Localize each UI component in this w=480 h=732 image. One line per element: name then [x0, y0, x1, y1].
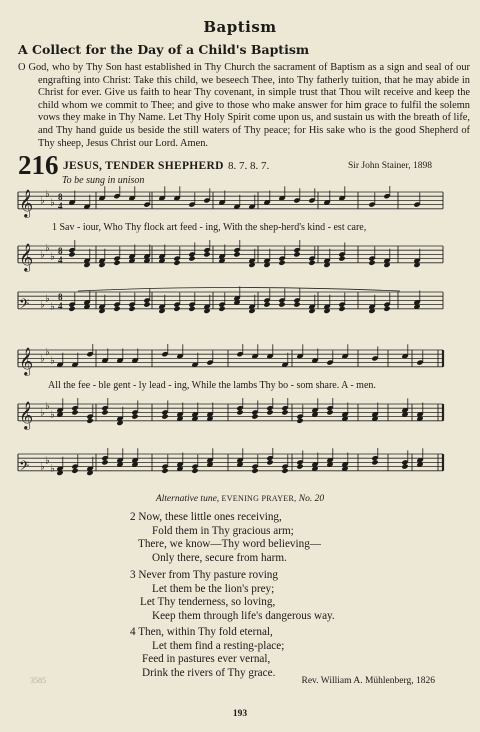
- time-signature-bottom: 4: [58, 254, 63, 265]
- note-head: [113, 306, 120, 312]
- performance-instruction: To be sung in unison: [62, 175, 145, 186]
- stanza-line: Let them find a resting-place;: [152, 639, 285, 652]
- bass-clef-icon: 𝄢: [19, 457, 30, 477]
- alternative-tune-note: [0, 494, 480, 504]
- alt-tune-name: EVENING PRAYER,: [221, 494, 297, 503]
- note-head: [131, 413, 138, 419]
- time-signature-bottom: 4: [58, 200, 63, 211]
- note-head: [263, 301, 270, 307]
- time-signature-top: 8: [58, 245, 63, 256]
- note-head: [161, 468, 168, 474]
- treble-clef-icon: 𝄞: [19, 188, 34, 217]
- note-head: [203, 251, 210, 257]
- flat-icon: ♭: [45, 347, 50, 359]
- treble-clef-icon: 𝄞: [19, 242, 34, 271]
- note-head: [173, 260, 180, 266]
- note-head: [188, 255, 195, 261]
- stanza-line: Drink the rivers of Thy grace.: [142, 666, 276, 679]
- note-head: [71, 468, 78, 474]
- note-head: [278, 301, 285, 307]
- hymn-number: 216: [18, 150, 59, 180]
- flat-icon: ♭: [50, 197, 55, 209]
- music-staff-treble-1: [0, 240, 480, 280]
- note-head: [101, 409, 108, 415]
- note-head: [251, 468, 258, 474]
- note-head: [218, 306, 225, 312]
- treble-clef-icon: 𝄞: [19, 400, 34, 429]
- flat-icon: ♭: [40, 249, 45, 261]
- note-head: [326, 409, 333, 415]
- stanza-line: Only there, secure from harm.: [152, 551, 287, 564]
- note-head: [191, 468, 198, 474]
- note-head: [338, 255, 345, 261]
- stanza-line: Keep them through life's dangerous way.: [152, 609, 335, 622]
- flat-icon: ♭: [45, 243, 50, 255]
- alt-tune-prefix: Alternative tune,: [155, 494, 220, 504]
- flat-icon: ♭: [50, 463, 55, 475]
- note-head: [128, 306, 135, 312]
- page-number: 193: [232, 709, 248, 719]
- note-head: [293, 251, 300, 257]
- stanza-line: Fold them in Thy gracious arm;: [152, 524, 294, 537]
- flat-icon: ♭: [45, 401, 50, 413]
- flat-icon: ♭: [40, 461, 45, 473]
- note-head: [113, 260, 120, 266]
- note-head: [296, 418, 303, 424]
- music-staff-melody-1: [0, 186, 480, 224]
- music-staff-melody-2: [0, 344, 480, 384]
- collect-prayer-text: O God, who by Thy Son hast established in Thy Church the sacrament of Baptism as a sign and seal of our engrafting into Christ: Take this child, we beseech Thee, into Thy fatherly tuition, that he may abide in Christ for ever. Give us faith to hear Thy covenant, in simple trust that Thou wilt receive and keep the child whom we commit to Thee; and give to those who make answer for him grace to fulfil the solemn vows they make in Thy Name. Let Thy Holy Spirit come upon us, and sustain us with the breath of life, and Thy hand guide us beside the still waters of Thy peace; for His sake who is the good Shepherd of Thy sheep, Jesus Christ our Lord. Amen.: [18, 62, 470, 149]
- flat-icon: ♭: [40, 353, 45, 365]
- note-head: [236, 409, 243, 415]
- section-title: Baptism: [203, 18, 277, 36]
- note-head: [368, 260, 375, 266]
- note-head: [68, 306, 75, 312]
- note-head: [71, 409, 78, 415]
- stanza-line: 3 Never from Thy pasture roving: [130, 569, 278, 581]
- note-head: [296, 463, 303, 469]
- note-head: [143, 301, 150, 307]
- music-staff-bass-1: [0, 286, 480, 326]
- flat-icon: ♭: [50, 301, 55, 313]
- note-head: [293, 301, 300, 307]
- music-staff-bass-2: [0, 448, 480, 488]
- stanza-line: Feed in pastures ever vernal,: [142, 653, 271, 666]
- note-head: [308, 260, 315, 266]
- flat-icon: ♭: [50, 355, 55, 367]
- flat-icon: ♭: [50, 409, 55, 421]
- hymn-author: Rev. William A. Mühlenberg, 1826: [301, 676, 435, 686]
- note-head: [101, 459, 108, 465]
- note-head: [281, 468, 288, 474]
- note-head: [266, 409, 273, 415]
- stanza-line: Let Thy tenderness, so loving,: [140, 596, 276, 609]
- flat-icon: ♭: [40, 195, 45, 207]
- flat-icon: ♭: [45, 189, 50, 201]
- alt-tune-suffix: No. 20: [298, 494, 325, 504]
- time-signature-bottom: 4: [58, 300, 63, 311]
- note-head: [401, 463, 408, 469]
- treble-clef-icon: 𝄞: [19, 346, 34, 375]
- hymn-meter: 8. 7. 8. 7.: [228, 160, 270, 172]
- slur: [78, 288, 400, 292]
- note-head: [281, 409, 288, 415]
- stanza-line: There, we know—Thy word believing—: [138, 538, 321, 551]
- note-head: [278, 260, 285, 266]
- bass-clef-icon: 𝄢: [19, 295, 30, 315]
- note-head: [251, 413, 258, 419]
- note-head: [371, 459, 378, 465]
- library-stamp: 3585: [30, 676, 46, 685]
- note-head: [173, 306, 180, 312]
- lyrics-line-2: All the fee - ble gent - ly lead - ing, While the lambs Thy bo - som share. A - men.: [48, 380, 376, 391]
- music-staff-treble-2: [0, 398, 480, 440]
- stanza-2: [130, 511, 321, 565]
- note-head: [233, 251, 240, 257]
- flat-icon: ♭: [50, 251, 55, 263]
- hymn-composer: Sir John Stainer, 1898: [347, 161, 432, 171]
- stanza-3: [130, 569, 335, 623]
- note-head: [338, 306, 345, 312]
- time-signature-top: 8: [58, 191, 63, 202]
- time-signature-top: 8: [58, 291, 63, 302]
- flat-icon: ♭: [40, 407, 45, 419]
- note-head: [161, 413, 168, 419]
- note-head: [68, 251, 75, 257]
- note-head: [266, 459, 273, 465]
- note-head: [383, 306, 390, 312]
- stanza-line: Let them be the lion's prey;: [152, 582, 275, 595]
- hymn-title: JESUS, TENDER SHEPHERD: [63, 160, 224, 172]
- note-head: [86, 418, 93, 424]
- flat-icon: ♭: [45, 293, 50, 305]
- stanza-line: 4 Then, within Thy fold eternal,: [130, 626, 273, 638]
- collect-title: A Collect for the Day of a Child's Baptism: [18, 42, 310, 57]
- flat-icon: ♭: [40, 299, 45, 311]
- lyrics-line-1: 1 Sav - iour, Who Thy flock art feed - ing, With the shep-herd's kind - est care,: [52, 222, 367, 233]
- flat-icon: ♭: [45, 455, 50, 467]
- stanza-4: [130, 626, 284, 680]
- note-head: [188, 306, 195, 312]
- stanza-line: 2 Now, these little ones receiving,: [130, 511, 282, 523]
